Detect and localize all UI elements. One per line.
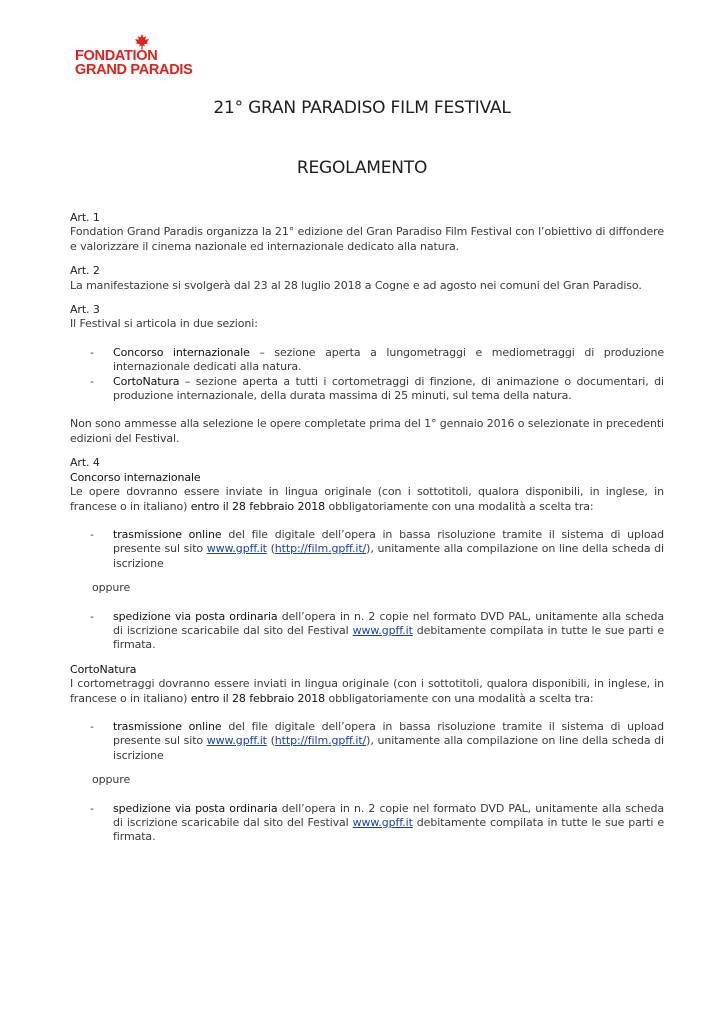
- article-3-note: Non sono ammesse alla selezione le opere completate prima del 1° gennaio 2016 o selezionate in precedenti edizioni del Festival.: [70, 417, 664, 445]
- list-item-text: – sezione aperta a tutti i cortometraggi di finzione, di animazione o documentari, di produzione internazionale, della durata massima di 25 minuti, sul tema della natura.: [113, 374, 664, 403]
- list-item-text: – sezione aperta a lungometraggi e mediometraggi di produzione internazionale dedicati alla natura.: [113, 345, 665, 374]
- option-online-term: trasmissione online: [113, 719, 222, 733]
- fondation-grand-paradis-logo: [75, 34, 215, 78]
- list-dash: -: [90, 374, 94, 388]
- gpff-link[interactable]: www.gpff.it: [352, 623, 413, 637]
- list-dash: -: [90, 345, 94, 359]
- list-item: [70, 346, 664, 375]
- article-4-section-title: CortoNatura: [70, 662, 137, 676]
- section-name-concorso: Concorso internazionale: [113, 345, 250, 359]
- deadline-text: entro il 28 febbraio 2018: [190, 499, 326, 513]
- intro-text: Le opere dovranno essere inviate in lingua originale (con i sottotitoli, qualora disponibili, in inglese, in francese o in italiano): [70, 485, 664, 513]
- option-text: (: [266, 542, 275, 556]
- gpff-link[interactable]: www.gpff.it: [352, 816, 413, 829]
- gpff-link[interactable]: www.gpff.it: [206, 542, 267, 556]
- option-text: dell’opera in n. 2 copie nel formato DVD PAL, unitamente alla scheda di iscrizione scaricabile dal sito del Festival: [113, 801, 664, 829]
- logo-text-line-1: FONDATION: [75, 48, 158, 64]
- article-3-intro: Il Festival si articola in due sezioni:: [70, 317, 258, 331]
- section-name-cortonatura: CortoNatura: [113, 374, 180, 388]
- option-text: ), unitamente alla compilazione on line della scheda di iscrizione: [113, 542, 664, 570]
- option-post-term: spedizione via posta ordinaria: [113, 609, 278, 623]
- option-online-term: trasmissione online: [113, 527, 222, 541]
- deadline-text: entro il 28 febbraio 2018: [190, 691, 326, 705]
- article-4-section-title: Concorso internazionale: [70, 470, 201, 484]
- option-text: del file digitale dell’opera in bassa risoluzione tramite il sistema di upload presente sul sito: [113, 527, 664, 556]
- option-text: (: [266, 734, 275, 748]
- article-1-heading: Art. 1: [70, 211, 100, 224]
- option-post-term: spedizione via posta ordinaria: [113, 801, 278, 815]
- list-item: [70, 802, 664, 845]
- list-item: [70, 720, 664, 763]
- oppure-text: oppure: [92, 581, 131, 595]
- article-2-heading: Art. 2: [70, 264, 100, 278]
- gpff-link[interactable]: www.gpff.it: [206, 734, 267, 748]
- list-item: [70, 528, 664, 571]
- list-dash: -: [90, 801, 94, 815]
- option-text: ), unitamente alla compilazione on line della scheda di iscrizione: [113, 734, 664, 762]
- logo-text-line-2: GRAND PARADIS: [75, 62, 193, 78]
- list-item: [70, 610, 664, 653]
- list-dash: -: [90, 609, 94, 623]
- film-gpff-link[interactable]: http://film.gpff.it/: [274, 542, 367, 556]
- option-text: debitamente compilata in tutte le sue parti e firmata.: [113, 816, 665, 844]
- oppure-text: oppure: [92, 773, 131, 787]
- list-dash: -: [90, 527, 94, 541]
- option-text: del file digitale dell’opera in bassa risoluzione tramite il sistema di upload presente sul sito: [113, 719, 664, 748]
- option-text: dell’opera in n. 2 copie nel formato DVD PAL, unitamente alla scheda di iscrizione scaricabile dal sito del Festival: [113, 609, 664, 637]
- film-gpff-link[interactable]: http://film.gpff.it/: [274, 734, 367, 748]
- document-subtitle: REGOLAMENTO: [296, 158, 428, 178]
- article-4-section-intro: [70, 677, 664, 706]
- intro-text: obbligatoriamente con una modalità a scelta tra:: [325, 691, 594, 705]
- option-text: debitamente compilata in tutte le sue parti e firmata.: [113, 623, 665, 652]
- article-4-heading: Art. 4: [70, 456, 100, 470]
- article-2-text: La manifestazione si svolgerà dal 23 al 28 luglio 2018 a Cogne e ad agosto nei comuni del Gran Paradiso.: [70, 278, 642, 292]
- article-1-text: Fondation Grand Paradis organizza la 21° edizione del Gran Paradiso Film Festival con l’obiettivo di diffondere e valorizzare il cinema nazionale ed internazionale dedicato alla natura.: [70, 225, 664, 253]
- list-item: [70, 375, 664, 404]
- intro-text: I cortometraggi dovranno essere inviati in lingua originale (con i sottotitoli, qualora disponibili, in inglese, in francese o in italiano): [70, 677, 664, 705]
- article-4-section-intro: [70, 485, 664, 514]
- article-3-heading: Art. 3: [70, 303, 100, 317]
- intro-text: obbligatoriamente con una modalità a scelta tra:: [325, 499, 594, 513]
- list-dash: -: [90, 719, 94, 733]
- document-body: [70, 211, 664, 845]
- document-title: 21° GRAN PARADISO FILM FESTIVAL: [213, 98, 511, 118]
